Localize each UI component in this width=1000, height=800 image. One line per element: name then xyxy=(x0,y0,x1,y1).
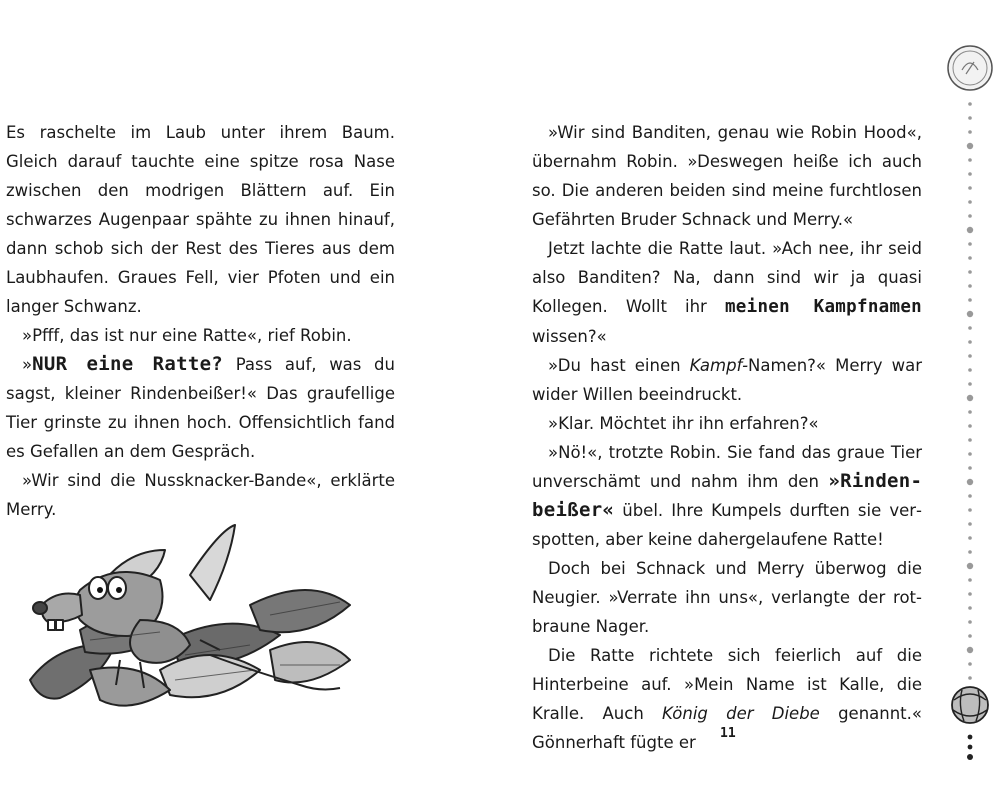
wrapped-nut-icon xyxy=(952,687,988,723)
dot xyxy=(968,284,972,288)
display-text: NUR eine Ratte? xyxy=(32,353,224,375)
dot xyxy=(968,634,972,638)
text-run: »Pfff, das ist nur eine Ratte«, rief Robin. xyxy=(22,326,352,345)
dot xyxy=(968,536,972,540)
dot xyxy=(967,143,973,149)
dot xyxy=(968,242,972,246)
paragraph xyxy=(532,554,922,641)
paragraph xyxy=(532,234,922,351)
dot xyxy=(968,102,972,106)
dot xyxy=(968,410,972,414)
dotted-line xyxy=(967,102,973,680)
text-run: Doch bei Schnack und Merry überwog die Neugier. »Verrate ihn uns«, verlangte der rotbraune Nager. xyxy=(532,559,922,636)
dot xyxy=(967,563,973,569)
text-run: Jetzt lachte die Ratte laut. »Ach nee, ihr seid also Banditen? Na, dann sind wir ja quasi Kollegen. Wollt ihr xyxy=(532,239,922,316)
margin-decoration xyxy=(940,40,1000,770)
dot xyxy=(968,368,972,372)
paragraph xyxy=(6,466,395,524)
paragraph xyxy=(6,321,395,350)
dot xyxy=(967,395,973,401)
dot xyxy=(968,354,972,358)
text-run: Es raschelte im Laub unter ihrem Baum. Gleich darauf tauchte eine spitze rosa Nase zwischen den modrigen Blättern auf. Ein schwarzes Augenpaar spähte zu ihnen hinauf, dann schob sich der Rest des Tieres aus dem Laubhaufen. Graues Fell, vier Pfoten und ein langer Schwanz. xyxy=(6,123,395,316)
dot xyxy=(968,578,972,582)
dot xyxy=(968,298,972,302)
dot xyxy=(968,424,972,428)
text-run: »Nö!«, trotzte Robin. Sie fand das graue Tier unverschämt und nahm ihm den xyxy=(532,443,922,491)
paragraph xyxy=(532,351,922,409)
text-run: Die Ratte richtete sich feierlich auf die Hinterbeine auf. »Mein Name ist Kalle, die Kralle. Auch xyxy=(532,646,922,723)
text-run: wissen?« xyxy=(532,327,607,346)
dot xyxy=(968,466,972,470)
dot xyxy=(968,382,972,386)
paragraph xyxy=(532,409,922,438)
dot xyxy=(968,326,972,330)
dot xyxy=(968,438,972,442)
text-run: »Wir sind Banditen, genau wie Robin Hood«, übernahm Robin. »Deswegen heiße ich auch so. Die anderen beiden sind meine furchtlosen Gefährten Bruder Schnack und Merry.« xyxy=(532,123,922,229)
text-run: » xyxy=(22,355,33,374)
dot xyxy=(968,172,972,176)
dot xyxy=(968,522,972,526)
dot xyxy=(967,479,973,485)
medallion-icon xyxy=(948,46,992,90)
dot xyxy=(968,186,972,190)
dot xyxy=(968,130,972,134)
emphasis-text: Kampf- xyxy=(689,356,749,375)
dot xyxy=(968,662,972,666)
dot xyxy=(967,227,973,233)
dot xyxy=(967,311,973,317)
text-run: »Klar. Möchtet ihr ihn erfahren?« xyxy=(548,414,819,433)
display-text: »Rindenbeißer« xyxy=(532,470,922,521)
dot xyxy=(968,494,972,498)
dot xyxy=(968,158,972,162)
dot xyxy=(968,550,972,554)
dot xyxy=(968,592,972,596)
paragraph xyxy=(532,118,922,234)
paragraph xyxy=(6,118,395,321)
text-run: Namen?« Merry war wider Willen beeindruckt. xyxy=(532,356,922,404)
text-run: Pass auf, was du sagst, kleiner Rindenbeißer!« Das graufellige Tier grinste zu ihnen hoch. Offensichtlich fand es Gefallen an dem Gespräch. xyxy=(6,355,395,461)
dot xyxy=(968,256,972,260)
dot xyxy=(968,116,972,120)
dot xyxy=(967,647,973,653)
rat-in-leaves-illustration xyxy=(20,520,360,720)
left-text-column xyxy=(6,118,395,524)
dot xyxy=(968,200,972,204)
dot xyxy=(968,606,972,610)
text-run: genannt.« Gönnerhaft fügte er xyxy=(532,704,922,752)
right-page xyxy=(500,0,1000,800)
display-text: meinen Kampfnamen xyxy=(724,297,922,317)
dot xyxy=(968,214,972,218)
paragraph xyxy=(532,438,922,554)
emphasis-text: König der Diebe xyxy=(662,704,820,723)
dot xyxy=(968,676,972,680)
dot xyxy=(968,452,972,456)
dot xyxy=(968,270,972,274)
text-run: »Du hast einen xyxy=(548,356,690,375)
right-text-column xyxy=(532,118,922,757)
dot xyxy=(968,508,972,512)
dot xyxy=(968,620,972,624)
text-run: übel. Ihre Kumpels durften sie verspotten, aber keine dahergelaufene Ratte! xyxy=(532,501,922,549)
text-run: »Wir sind die Nussknacker-Bande«, erklärte Merry. xyxy=(6,471,395,519)
page-number: 11 xyxy=(720,726,736,741)
paragraph xyxy=(6,350,395,466)
dot xyxy=(968,340,972,344)
